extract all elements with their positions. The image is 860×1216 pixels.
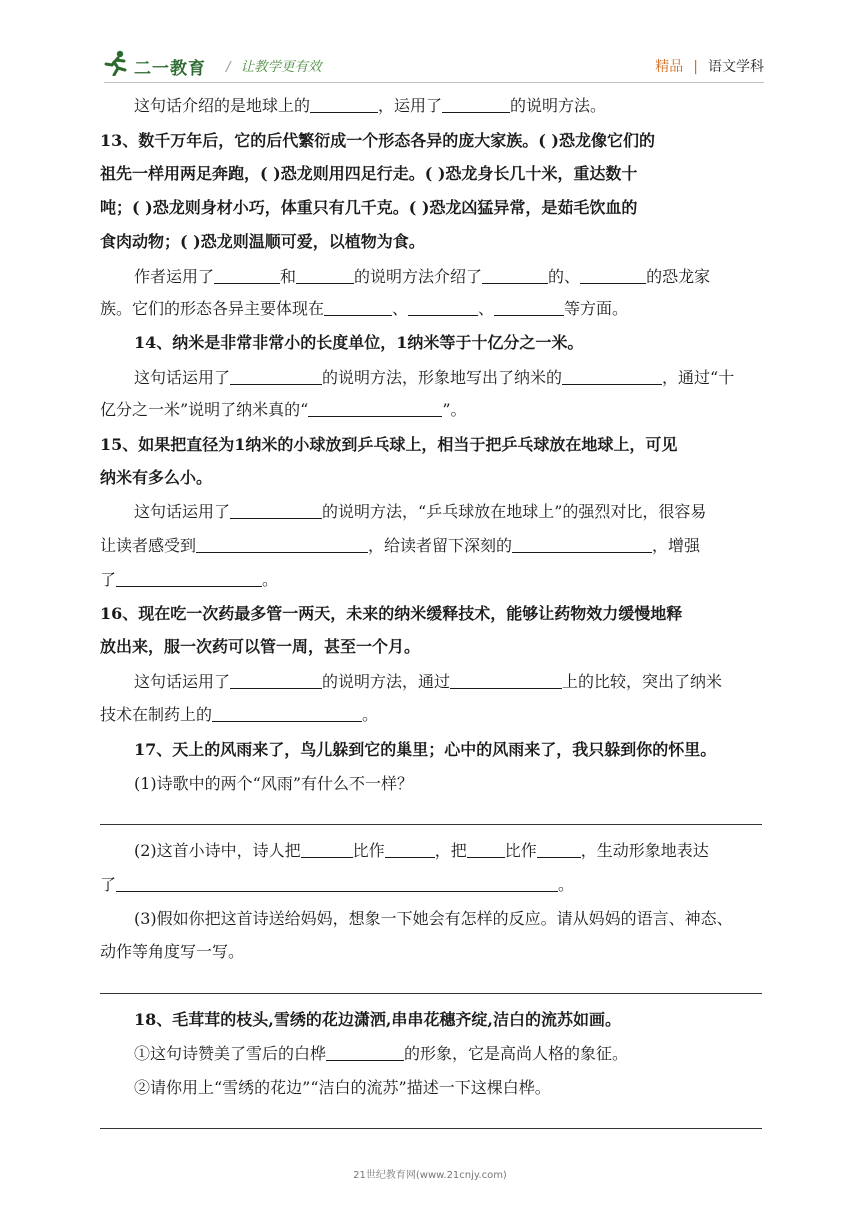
- text-span: 这句话运用了: [134, 502, 231, 521]
- header-separator: |: [693, 59, 698, 75]
- text-span: ，把: [434, 841, 467, 860]
- subquestion: ②请你用上“雪绣的花边”“洁白的流苏”描述一下这棵白桦。: [134, 1078, 551, 1097]
- text-span: 作者运用了: [134, 267, 215, 286]
- text-line: [100, 531, 764, 561]
- text-line: [100, 700, 764, 730]
- question-13-line: 食肉动物；( )恐龙则温顺可爱，以植物为食。: [100, 232, 425, 251]
- question-13-line: 吨；( )恐龙则身材小巧，体重只有几千克。( )恐龙凶猛异常，是茹毛饮血的: [100, 198, 638, 217]
- text-span: 的、: [548, 267, 581, 286]
- text-line: [100, 294, 764, 324]
- text-span: 了: [100, 570, 117, 589]
- text-span: ”。: [442, 400, 467, 419]
- fill-blank[interactable]: [494, 297, 564, 316]
- question-13-line: 13、数千万年后，它的后代繁衍成一个形态各异的庞大家族。( )恐龙像它们的: [100, 131, 655, 150]
- text-line: [134, 91, 764, 121]
- text-line: [134, 363, 764, 393]
- question-14: 14、纳米是非常非常小的长度单位，1纳米等于十亿分之一米。: [134, 333, 584, 352]
- text-span: 的说明方法，“乒乓球放在地球上”的强烈对比，很容易: [322, 502, 707, 521]
- fill-blank[interactable]: [308, 398, 442, 417]
- fill-blank[interactable]: [212, 703, 362, 722]
- text-span: 上的比较，突出了纳米: [562, 672, 723, 691]
- text-span: 这句话介绍的是地球上的: [134, 96, 311, 115]
- text-line: [134, 667, 764, 697]
- text-span: 等方面。: [564, 299, 629, 318]
- question-16-line: 16、现在吃一次药最多管一两天，未来的纳米缓释技术，能够让药物效力缓慢地释: [100, 604, 683, 623]
- slogan-separator: /: [226, 59, 231, 75]
- slogan-text: 让教学更有效: [240, 59, 322, 75]
- answer-line[interactable]: [100, 824, 762, 825]
- question-15-line: 15、如果把直径为1纳米的小球放到乒乓球上，相当于把乒乓球放在地球上，可见: [100, 435, 678, 454]
- fill-blank[interactable]: [230, 366, 322, 385]
- answer-line[interactable]: [100, 993, 762, 994]
- text-span: 这句话运用了: [134, 672, 231, 691]
- text-span: ，运用了: [378, 96, 443, 115]
- text-span: 和: [280, 267, 297, 286]
- text-span: ①这句诗赞美了雪后的白桦: [134, 1044, 327, 1063]
- question-17: 17、天上的风雨来了，鸟儿躲到它的巢里；心中的风雨来了，我只躲到你的怀里。: [134, 740, 717, 759]
- fill-blank[interactable]: [196, 534, 368, 553]
- runner-logo-icon: [104, 50, 128, 76]
- text-line: [134, 497, 764, 527]
- text-span: 族。它们的形态各异主要体现在: [100, 299, 325, 318]
- fill-blank[interactable]: [230, 500, 322, 519]
- fill-blank[interactable]: [408, 297, 478, 316]
- subject-label: 语文学科: [708, 59, 764, 75]
- subquestion: (1)诗歌中的两个“风雨”有什么不一样？: [134, 774, 414, 793]
- text-line: [100, 565, 764, 595]
- subquestion: 动作等角度写一写。: [100, 942, 245, 961]
- fill-blank[interactable]: [230, 670, 322, 689]
- fill-blank[interactable]: [214, 265, 280, 284]
- text-span: 。: [362, 705, 379, 724]
- fill-blank[interactable]: [442, 94, 510, 113]
- answer-line[interactable]: [100, 1128, 762, 1129]
- question-13-line: 祖先一样用两足奔跑，( )恐龙则用四足行走。( )恐龙身长几十米，重达数十: [100, 164, 638, 183]
- text-span: 的恐龙家: [646, 267, 711, 286]
- question-18: 18、毛茸茸的枝头,雪绣的花边潇洒,串串花穗齐绽,洁白的流苏如画。: [134, 1010, 621, 1029]
- text-span: 比作: [504, 841, 537, 860]
- header-right: [655, 56, 764, 76]
- fill-blank[interactable]: [296, 265, 354, 284]
- text-line: [134, 1039, 764, 1069]
- slogan: [226, 55, 322, 75]
- text-span: 亿分之一米”说明了纳米真的“: [100, 400, 309, 419]
- text-span: (2)这首小诗中，诗人把: [134, 841, 301, 860]
- question-16-line: 放出来，服一次药可以管一周，甚至一个月。: [100, 637, 421, 656]
- text-span: 的说明方法，通过: [322, 672, 451, 691]
- footer: 21世纪教育网(www.21cnjy.com): [353, 1170, 507, 1181]
- header-rule: [104, 82, 764, 83]
- fill-blank[interactable]: [326, 1042, 404, 1061]
- fill-blank[interactable]: [512, 534, 652, 553]
- page-header: [104, 44, 764, 84]
- text-span: 让读者感受到: [100, 536, 197, 555]
- fill-blank[interactable]: [562, 366, 662, 385]
- text-span: ，给读者留下深刻的: [368, 536, 513, 555]
- fill-blank[interactable]: [116, 873, 558, 892]
- text-span: 的形象，它是高尚人格的象征。: [404, 1044, 629, 1063]
- text-span: 了: [100, 875, 117, 894]
- fill-blank[interactable]: [537, 839, 581, 858]
- fill-blank[interactable]: [450, 670, 562, 689]
- fill-blank[interactable]: [116, 568, 262, 587]
- text-line: [100, 870, 764, 900]
- text-span: 。: [262, 570, 279, 589]
- text-line: [134, 836, 764, 866]
- text-line: [134, 262, 764, 292]
- text-span: 的说明方法。: [510, 96, 607, 115]
- fill-blank[interactable]: [324, 297, 392, 316]
- fill-blank[interactable]: [580, 265, 646, 284]
- brand-name: 二一教育: [134, 59, 206, 79]
- question-15-line: 纳米有多么小。: [100, 468, 213, 487]
- text-line: [100, 395, 764, 425]
- fill-blank[interactable]: [482, 265, 548, 284]
- text-span: 的说明方法介绍了: [354, 267, 483, 286]
- text-span: ，增强: [652, 536, 701, 555]
- quality-label: 精品: [655, 59, 684, 75]
- text-span: 比作: [352, 841, 385, 860]
- fill-blank[interactable]: [385, 839, 435, 858]
- fill-blank[interactable]: [310, 94, 378, 113]
- text-span: 的说明方法，形象地写出了纳米的: [322, 368, 563, 387]
- text-span: ，通过“十: [662, 368, 735, 387]
- text-span: 、: [392, 299, 409, 318]
- fill-blank[interactable]: [467, 839, 505, 858]
- text-span: ，生动形象地表达: [580, 841, 709, 860]
- text-span: 技术在制药上的: [100, 705, 213, 724]
- subquestion: (3)假如你把这首诗送给妈妈，想象一下她会有怎样的反应。请从妈妈的语言、神态、: [134, 909, 733, 928]
- fill-blank[interactable]: [301, 839, 353, 858]
- text-span: 这句话运用了: [134, 368, 231, 387]
- text-span: 、: [478, 299, 495, 318]
- text-span: 。: [558, 875, 575, 894]
